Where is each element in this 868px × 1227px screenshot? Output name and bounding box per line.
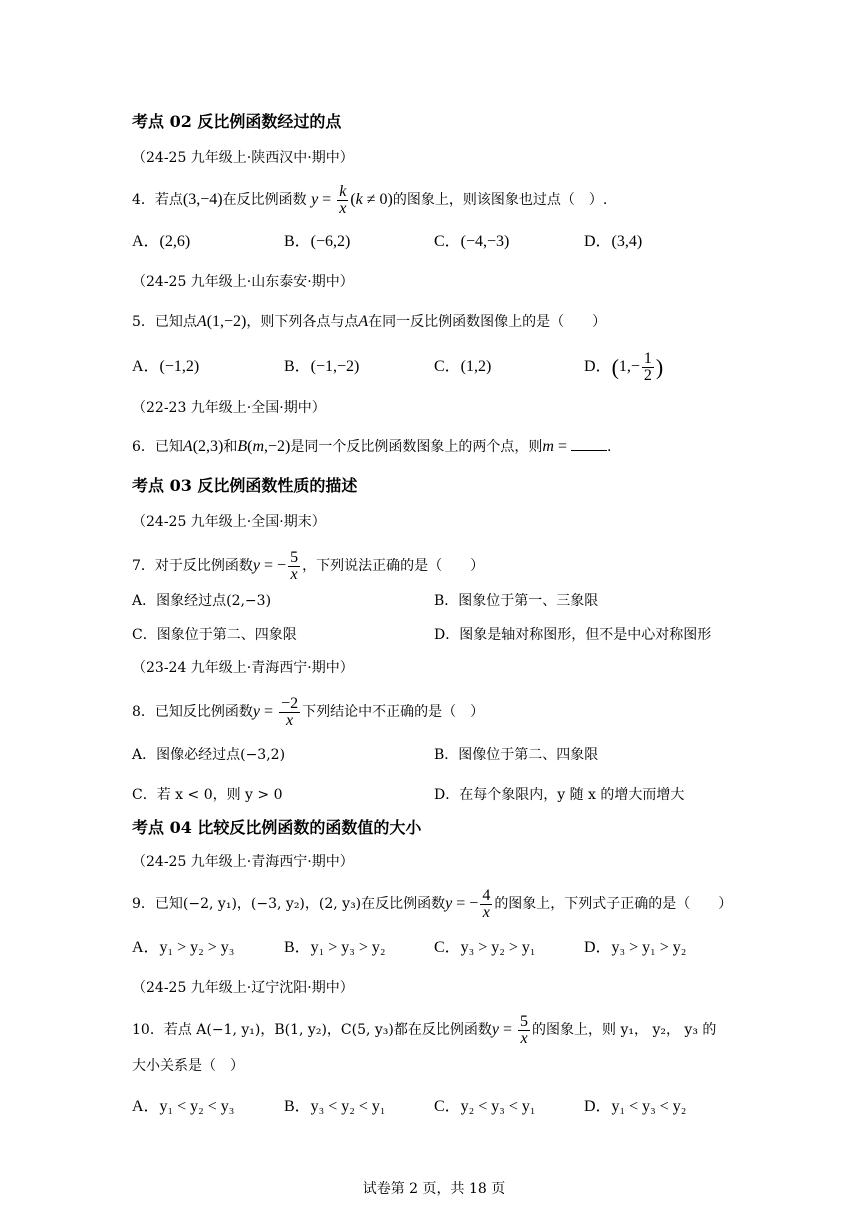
option-d: D．图象是轴对称图形，但不是中心对称图形 <box>434 627 712 643</box>
option-c: C．若 x < 0，则 y > 0 <box>132 787 283 803</box>
option-d: D．y₁ < y₃ < y₂ <box>584 1098 687 1115</box>
question-8: 8．已知反比例函数y = $\frac{-2}{x}$ 下列结论中不正确的是（ ） <box>132 695 485 729</box>
option-b: B．图像位于第二、四象限 <box>434 747 599 763</box>
option-c: C．图象位于第二、四象限 <box>132 627 297 643</box>
option-c: C．(−4,−3) <box>434 233 510 250</box>
section-heading-04: 考点 04 比较反比例函数的函数值的大小 <box>132 818 422 837</box>
question-source: （24-25 九年级上·全国·期末） <box>132 514 326 530</box>
option-b: B．y₃ < y₂ < y₁ <box>284 1098 386 1115</box>
option-a: A．y₁ < y₂ < y₃ <box>132 1098 235 1115</box>
section-heading-03: 考点 03 反比例函数性质的描述 <box>132 476 358 495</box>
question-source: （23-24 九年级上·青海西宁·期中） <box>132 660 354 676</box>
question-6: 6．已知A(2,3)和B(m,−2)是同一个反比例函数图象上的两个点，则m = . <box>132 438 612 455</box>
option-d: D．在每个象限内，y 随 x 的增大而增大 <box>434 787 685 803</box>
question-source: （22-23 九年级上·全国·期中） <box>132 400 326 416</box>
option-b: B．图象位于第一、三象限 <box>434 593 599 609</box>
option-b: B．(−1,−2) <box>284 358 360 375</box>
option-a: A．y₁ > y₂ > y₃ <box>132 939 235 956</box>
option-b: B．y₁ > y₃ > y₂ <box>284 939 386 956</box>
option-d: D．y₃ > y₁ > y₂ <box>584 939 687 956</box>
option-a: A．(−1,2) <box>132 358 200 375</box>
function-expression: y = $\frac{k}{x}$ (k ≠ 0) <box>311 183 393 217</box>
option-c: C．y₂ < y₃ < y₁ <box>434 1098 536 1115</box>
page-footer: 试卷第 2 页，共 18 页 <box>362 1181 506 1197</box>
question-9: 9．已知(−2, y₁)，(−3, y₂)，(2, y₃)在反比例函数y = − $\frac{4}{x}$ 的图象上，下列式子正确的是（ ） <box>132 887 733 921</box>
question-7: 7．对于反比例函数y = − $\frac{5}{x}$ ，下列说法正确的是（ ） <box>132 549 485 583</box>
question-source: （24-25 九年级上·辽宁沈阳·期中） <box>132 980 354 996</box>
section-heading-02: 考点 02 反比例函数经过的点 <box>132 112 342 131</box>
question-source: （24-25 九年级上·陕西汉中·期中） <box>132 150 354 166</box>
question-5: 5．已知点A(1,−2)，则下列各点与点A在同一反比例函数图像上的是（ ） <box>132 313 607 330</box>
question-10: 10．若点 A(−1, y₁)，B(1, y₂)，C(5, y₃)都在反比例函数y = $\frac{5}{x}$ 的图象上，则 y₁， y₂， y₃ 的 <box>132 1013 717 1047</box>
option-c: C．(1,2) <box>434 358 492 375</box>
question-10-cont: 大小关系是（ ） <box>132 1058 244 1074</box>
option-a: A．图像必经过点(−3,2) <box>132 747 286 763</box>
question-source: （24-25 九年级上·青海西宁·期中） <box>132 854 354 870</box>
option-c: C．y₃ > y₂ > y₁ <box>434 939 536 956</box>
option-d: D．(3,4) <box>584 233 643 250</box>
option-a: A．图象经过点(2,−3) <box>132 593 272 609</box>
question-4: 4．若点(3,−4)在反比例函数 y = $\frac{k}{x}$ (k ≠ 0)的图象上，则该图象也过点（ ）. <box>132 183 608 217</box>
option-d: D．(1,− $\frac{1}{2}$ ) <box>584 349 664 384</box>
question-source: （24-25 九年级上·山东泰安·期中） <box>132 274 354 290</box>
answer-blank <box>571 436 607 451</box>
option-a: A．(2,6) <box>132 233 191 250</box>
option-b: B．(−6,2) <box>284 233 351 250</box>
